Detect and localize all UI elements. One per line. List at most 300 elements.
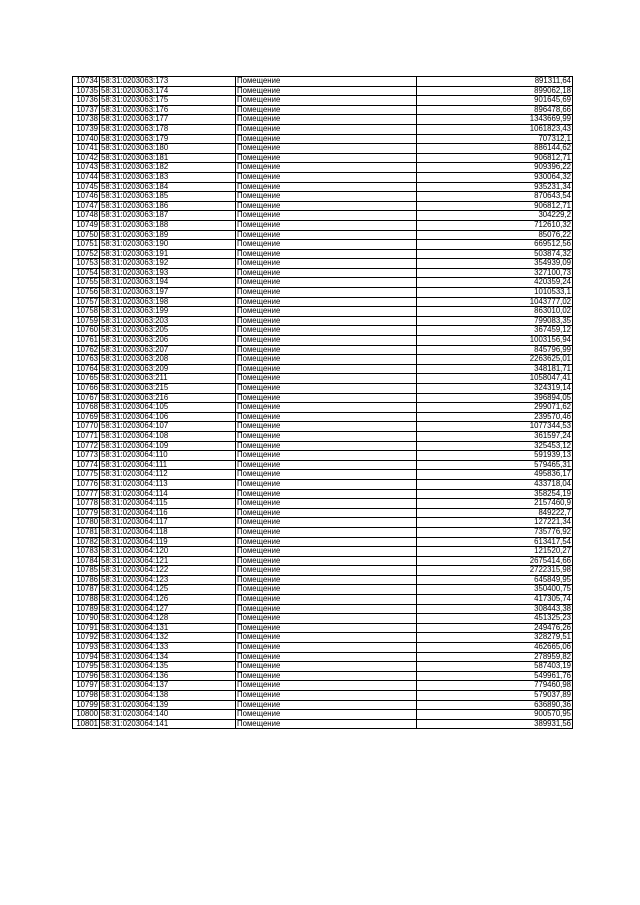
cadastral-number-cell: 58:31:0203064:135 [100, 662, 236, 672]
cadastral-number-cell: 58:31:0203063:205 [100, 326, 236, 336]
cadastral-value-cell: 900570,95 [417, 710, 573, 720]
object-type-cell: Помещение [236, 115, 417, 125]
cadastral-value-cell: 462665,06 [417, 643, 573, 653]
table-row [73, 345, 573, 355]
cadastral-value-cell: 899062,18 [417, 86, 573, 96]
object-type-cell: Помещение [236, 297, 417, 307]
object-type-cell: Помещение [236, 566, 417, 576]
table-row [73, 201, 573, 211]
cadastral-value-cell: 328279,51 [417, 633, 573, 643]
row-number-cell: 10772 [73, 441, 100, 451]
cadastral-number-cell: 58:31:0203063:186 [100, 201, 236, 211]
row-number-cell: 10762 [73, 345, 100, 355]
cadastral-value-cell: 1343669,99 [417, 115, 573, 125]
cadastral-number-cell: 58:31:0203064:109 [100, 441, 236, 451]
row-number-cell: 10799 [73, 700, 100, 710]
table-row [73, 499, 573, 509]
table-row [73, 643, 573, 653]
cadastral-value-cell: 451325,23 [417, 614, 573, 624]
cadastral-value-cell: 350400,75 [417, 585, 573, 595]
table-row [73, 134, 573, 144]
cadastral-number-cell: 58:31:0203064:123 [100, 575, 236, 585]
row-number-cell: 10784 [73, 556, 100, 566]
cadastral-value-cell: 909396,22 [417, 163, 573, 173]
table-row [73, 412, 573, 422]
table-row [73, 556, 573, 566]
row-number-cell: 10790 [73, 614, 100, 624]
cadastral-value-cell: 361597,24 [417, 431, 573, 441]
cadastral-number-cell: 58:31:0203064:136 [100, 671, 236, 681]
cadastral-number-cell: 58:31:0203064:114 [100, 489, 236, 499]
cadastral-value-cell: 85076,22 [417, 230, 573, 240]
table-row [73, 662, 573, 672]
cadastral-number-cell: 58:31:0203064:128 [100, 614, 236, 624]
cadastral-value-cell: 591939,13 [417, 451, 573, 461]
table-row [73, 479, 573, 489]
table-row [73, 508, 573, 518]
object-type-cell: Помещение [236, 105, 417, 115]
row-number-cell: 10745 [73, 182, 100, 192]
table-row [73, 681, 573, 691]
table-row [73, 163, 573, 173]
row-number-cell: 10757 [73, 297, 100, 307]
object-type-cell: Помещение [236, 124, 417, 134]
table-row [73, 220, 573, 230]
object-type-cell: Помещение [236, 585, 417, 595]
cadastral-value-cell: 1058047,41 [417, 374, 573, 384]
row-number-cell: 10781 [73, 527, 100, 537]
row-number-cell: 10782 [73, 537, 100, 547]
row-number-cell: 10746 [73, 192, 100, 202]
row-number-cell: 10785 [73, 566, 100, 576]
row-number-cell: 10788 [73, 595, 100, 605]
cadastral-number-cell: 58:31:0203063:199 [100, 307, 236, 317]
object-type-cell: Помещение [236, 355, 417, 365]
row-number-cell: 10791 [73, 623, 100, 633]
cadastral-value-cell: 433718,04 [417, 479, 573, 489]
object-type-cell: Помещение [236, 172, 417, 182]
table-row [73, 384, 573, 394]
row-number-cell: 10748 [73, 211, 100, 221]
table-row [73, 307, 573, 317]
cadastral-value-cell: 549961,76 [417, 671, 573, 681]
cadastral-value-cell: 2675414,66 [417, 556, 573, 566]
cadastral-number-cell: 58:31:0203063:177 [100, 115, 236, 125]
row-number-cell: 10747 [73, 201, 100, 211]
cadastral-number-cell: 58:31:0203063:203 [100, 316, 236, 326]
object-type-cell: Помещение [236, 134, 417, 144]
object-type-cell: Помещение [236, 345, 417, 355]
object-type-cell: Помещение [236, 691, 417, 701]
cadastral-number-cell: 58:31:0203063:184 [100, 182, 236, 192]
object-type-cell: Помещение [236, 470, 417, 480]
cadastral-number-cell: 58:31:0203064:107 [100, 422, 236, 432]
cadastral-number-cell: 58:31:0203063:182 [100, 163, 236, 173]
object-type-cell: Помещение [236, 489, 417, 499]
row-number-cell: 10789 [73, 604, 100, 614]
row-number-cell: 10800 [73, 710, 100, 720]
cadastral-value-cell: 669512,56 [417, 240, 573, 250]
row-number-cell: 10767 [73, 393, 100, 403]
row-number-cell: 10755 [73, 278, 100, 288]
object-type-cell: Помещение [236, 153, 417, 163]
cadastral-number-cell: 58:31:0203063:209 [100, 364, 236, 374]
cadastral-number-cell: 58:31:0203064:113 [100, 479, 236, 489]
object-type-cell: Помещение [236, 268, 417, 278]
table-row [73, 268, 573, 278]
cadastral-value-cell: 870643,54 [417, 192, 573, 202]
row-number-cell: 10754 [73, 268, 100, 278]
cadastral-number-cell: 58:31:0203063:188 [100, 220, 236, 230]
cadastral-number-cell: 58:31:0203064:121 [100, 556, 236, 566]
table-row [73, 595, 573, 605]
object-type-cell: Помещение [236, 595, 417, 605]
cadastral-number-cell: 58:31:0203064:134 [100, 652, 236, 662]
row-number-cell: 10792 [73, 633, 100, 643]
object-type-cell: Помещение [236, 364, 417, 374]
row-number-cell: 10787 [73, 585, 100, 595]
object-type-cell: Помещение [236, 460, 417, 470]
table-row [73, 527, 573, 537]
cadastral-number-cell: 58:31:0203063:178 [100, 124, 236, 134]
row-number-cell: 10783 [73, 547, 100, 557]
row-number-cell: 10737 [73, 105, 100, 115]
table-row [73, 633, 573, 643]
object-type-cell: Помещение [236, 662, 417, 672]
table-row [73, 575, 573, 585]
table-row [73, 259, 573, 269]
object-type-cell: Помещение [236, 144, 417, 154]
object-type-cell: Помещение [236, 623, 417, 633]
object-type-cell: Помещение [236, 537, 417, 547]
cadastral-value-cell: 587403,19 [417, 662, 573, 672]
row-number-cell: 10738 [73, 115, 100, 125]
cadastral-number-cell: 58:31:0203063:192 [100, 259, 236, 269]
cadastral-number-cell: 58:31:0203064:119 [100, 537, 236, 547]
table-row [73, 96, 573, 106]
table-row [73, 470, 573, 480]
table-row [73, 316, 573, 326]
cadastral-value-cell: 845796,99 [417, 345, 573, 355]
cadastral-number-cell: 58:31:0203064:118 [100, 527, 236, 537]
cadastral-value-cell: 896478,66 [417, 105, 573, 115]
cadastral-number-cell: 58:31:0203063:197 [100, 288, 236, 298]
object-type-cell: Помещение [236, 633, 417, 643]
row-number-cell: 10797 [73, 681, 100, 691]
table-row [73, 623, 573, 633]
table-row [73, 288, 573, 298]
cadastral-number-cell: 58:31:0203063:198 [100, 297, 236, 307]
table-row [73, 403, 573, 413]
cadastral-number-cell: 58:31:0203064:141 [100, 719, 236, 729]
cadastral-number-cell: 58:31:0203064:139 [100, 700, 236, 710]
row-number-cell: 10771 [73, 431, 100, 441]
row-number-cell: 10765 [73, 374, 100, 384]
cadastral-value-cell: 906812,71 [417, 201, 573, 211]
cadastral-value-cell: 863010,02 [417, 307, 573, 317]
object-type-cell: Помещение [236, 671, 417, 681]
object-type-cell: Помещение [236, 374, 417, 384]
table-row [73, 326, 573, 336]
cadastral-value-cell: 324319,14 [417, 384, 573, 394]
table-row [73, 710, 573, 720]
object-type-cell: Помещение [236, 259, 417, 269]
cadastral-number-cell: 58:31:0203063:181 [100, 153, 236, 163]
cadastral-number-cell: 58:31:0203063:194 [100, 278, 236, 288]
cadastral-value-cell: 420359,24 [417, 278, 573, 288]
table-row [73, 336, 573, 346]
cadastral-number-cell: 58:31:0203064:133 [100, 643, 236, 653]
object-type-cell: Помещение [236, 652, 417, 662]
table-row [73, 211, 573, 221]
object-type-cell: Помещение [236, 710, 417, 720]
cadastral-value-cell: 127221,34 [417, 518, 573, 528]
table-row [73, 115, 573, 125]
object-type-cell: Помещение [236, 163, 417, 173]
object-type-cell: Помещение [236, 527, 417, 537]
object-type-cell: Помещение [236, 201, 417, 211]
object-type-cell: Помещение [236, 479, 417, 489]
table-row [73, 700, 573, 710]
row-number-cell: 10758 [73, 307, 100, 317]
cadastral-number-cell: 58:31:0203064:126 [100, 595, 236, 605]
cadastral-value-cell: 1061823,43 [417, 124, 573, 134]
cadastral-value-cell: 2722315,98 [417, 566, 573, 576]
row-number-cell: 10760 [73, 326, 100, 336]
row-number-cell: 10753 [73, 259, 100, 269]
cadastral-number-cell: 58:31:0203064:117 [100, 518, 236, 528]
table-row [73, 86, 573, 96]
object-type-cell: Помещение [236, 556, 417, 566]
cadastral-value-cell: 327100,73 [417, 268, 573, 278]
row-number-cell: 10764 [73, 364, 100, 374]
table-row [73, 719, 573, 729]
row-number-cell: 10744 [73, 172, 100, 182]
cadastral-number-cell: 58:31:0203064:137 [100, 681, 236, 691]
table-row [73, 422, 573, 432]
cadastral-value-cell: 735776,92 [417, 527, 573, 537]
cadastral-value-cell: 1010533,1 [417, 288, 573, 298]
row-number-cell: 10768 [73, 403, 100, 413]
object-type-cell: Помещение [236, 182, 417, 192]
cadastral-number-cell: 58:31:0203063:215 [100, 384, 236, 394]
object-type-cell: Помещение [236, 211, 417, 221]
cadastral-number-cell: 58:31:0203063:176 [100, 105, 236, 115]
table-row [73, 105, 573, 115]
table-row [73, 364, 573, 374]
cadastral-number-cell: 58:31:0203064:125 [100, 585, 236, 595]
row-number-cell: 10756 [73, 288, 100, 298]
object-type-cell: Помещение [236, 547, 417, 557]
cadastral-value-cell: 849222,7 [417, 508, 573, 518]
table-row [73, 585, 573, 595]
row-number-cell: 10763 [73, 355, 100, 365]
table-row [73, 566, 573, 576]
row-number-cell: 10750 [73, 230, 100, 240]
row-number-cell: 10752 [73, 249, 100, 259]
cadastral-value-cell: 121520,27 [417, 547, 573, 557]
row-number-cell: 10774 [73, 460, 100, 470]
table-row [73, 355, 573, 365]
object-type-cell: Помещение [236, 288, 417, 298]
table-row [73, 451, 573, 461]
object-type-cell: Помещение [236, 508, 417, 518]
cadastral-value-cell: 935231,34 [417, 182, 573, 192]
cadastral-value-cell: 636890,36 [417, 700, 573, 710]
row-number-cell: 10734 [73, 77, 100, 87]
object-type-cell: Помещение [236, 249, 417, 259]
cadastral-number-cell: 58:31:0203063:211 [100, 374, 236, 384]
object-type-cell: Помещение [236, 643, 417, 653]
cadastral-value-cell: 239570,46 [417, 412, 573, 422]
row-number-cell: 10773 [73, 451, 100, 461]
cadastral-number-cell: 58:31:0203063:183 [100, 172, 236, 182]
cadastral-number-cell: 58:31:0203063:175 [100, 96, 236, 106]
table-row [73, 652, 573, 662]
cadastral-number-cell: 58:31:0203063:174 [100, 86, 236, 96]
object-type-cell: Помещение [236, 700, 417, 710]
table-row [73, 547, 573, 557]
object-type-cell: Помещение [236, 431, 417, 441]
cadastral-value-cell: 891311,64 [417, 77, 573, 87]
row-number-cell: 10759 [73, 316, 100, 326]
cadastral-number-cell: 58:31:0203063:206 [100, 336, 236, 346]
cadastral-value-cell: 645849,95 [417, 575, 573, 585]
cadastral-value-cell: 779460,98 [417, 681, 573, 691]
cadastral-number-cell: 58:31:0203064:131 [100, 623, 236, 633]
object-type-cell: Помещение [236, 441, 417, 451]
row-number-cell: 10793 [73, 643, 100, 653]
cadastral-value-cell: 712610,32 [417, 220, 573, 230]
row-number-cell: 10779 [73, 508, 100, 518]
table-row [73, 153, 573, 163]
object-type-cell: Помещение [236, 326, 417, 336]
cadastral-number-cell: 58:31:0203063:180 [100, 144, 236, 154]
object-type-cell: Помещение [236, 412, 417, 422]
row-number-cell: 10780 [73, 518, 100, 528]
row-number-cell: 10777 [73, 489, 100, 499]
object-type-cell: Помещение [236, 451, 417, 461]
object-type-cell: Помещение [236, 336, 417, 346]
row-number-cell: 10741 [73, 144, 100, 154]
object-type-cell: Помещение [236, 403, 417, 413]
cadastral-number-cell: 58:31:0203063:193 [100, 268, 236, 278]
cadastral-value-cell: 2157460,9 [417, 499, 573, 509]
cadastral-number-cell: 58:31:0203063:207 [100, 345, 236, 355]
object-type-cell: Помещение [236, 77, 417, 87]
row-number-cell: 10742 [73, 153, 100, 163]
table-row [73, 278, 573, 288]
object-type-cell: Помещение [236, 614, 417, 624]
cadastral-number-cell: 58:31:0203064:111 [100, 460, 236, 470]
cadastral-number-cell: 58:31:0203063:179 [100, 134, 236, 144]
row-number-cell: 10740 [73, 134, 100, 144]
cadastral-number-cell: 58:31:0203064:108 [100, 431, 236, 441]
table-row [73, 604, 573, 614]
table-row [73, 460, 573, 470]
cadastral-value-cell: 389931,56 [417, 719, 573, 729]
table-row [73, 374, 573, 384]
table-row [73, 431, 573, 441]
cadastral-number-cell: 58:31:0203064:115 [100, 499, 236, 509]
cadastral-number-cell: 58:31:0203064:112 [100, 470, 236, 480]
table-row [73, 144, 573, 154]
cadastral-number-cell: 58:31:0203064:127 [100, 604, 236, 614]
row-number-cell: 10751 [73, 240, 100, 250]
row-number-cell: 10743 [73, 163, 100, 173]
object-type-cell: Помещение [236, 230, 417, 240]
cadastral-number-cell: 58:31:0203063:208 [100, 355, 236, 365]
cadastral-number-cell: 58:31:0203064:122 [100, 566, 236, 576]
object-type-cell: Помещение [236, 96, 417, 106]
object-type-cell: Помещение [236, 316, 417, 326]
cadastral-value-cell: 348181,71 [417, 364, 573, 374]
row-number-cell: 10735 [73, 86, 100, 96]
cadastral-number-cell: 58:31:0203064:138 [100, 691, 236, 701]
object-type-cell: Помещение [236, 422, 417, 432]
object-type-cell: Помещение [236, 278, 417, 288]
cadastral-value-cell: 2263625,01 [417, 355, 573, 365]
table-row [73, 249, 573, 259]
cadastral-value-cell: 1077344,53 [417, 422, 573, 432]
table-row [73, 124, 573, 134]
row-number-cell: 10761 [73, 336, 100, 346]
cadastral-value-cell: 1043777,02 [417, 297, 573, 307]
cadastral-number-cell: 58:31:0203064:140 [100, 710, 236, 720]
object-type-cell: Помещение [236, 681, 417, 691]
object-type-cell: Помещение [236, 575, 417, 585]
table-row [73, 230, 573, 240]
cadastral-value-cell: 799083,35 [417, 316, 573, 326]
row-number-cell: 10796 [73, 671, 100, 681]
cadastral-number-cell: 58:31:0203064:132 [100, 633, 236, 643]
row-number-cell: 10766 [73, 384, 100, 394]
object-type-cell: Помещение [236, 220, 417, 230]
cadastral-number-cell: 58:31:0203064:106 [100, 412, 236, 422]
row-number-cell: 10769 [73, 412, 100, 422]
cadastral-value-cell: 1003156,94 [417, 336, 573, 346]
cadastral-value-cell: 930064,32 [417, 172, 573, 182]
cadastral-number-cell: 58:31:0203064:120 [100, 547, 236, 557]
object-type-cell: Помещение [236, 307, 417, 317]
table-row [73, 240, 573, 250]
object-type-cell: Помещение [236, 393, 417, 403]
row-number-cell: 10801 [73, 719, 100, 729]
property-table-body [73, 77, 573, 729]
cadastral-value-cell: 495836,17 [417, 470, 573, 480]
object-type-cell: Помещение [236, 604, 417, 614]
object-type-cell: Помещение [236, 240, 417, 250]
cadastral-value-cell: 299071,62 [417, 403, 573, 413]
table-row [73, 671, 573, 681]
row-number-cell: 10770 [73, 422, 100, 432]
cadastral-value-cell: 906812,71 [417, 153, 573, 163]
table-row [73, 691, 573, 701]
table-row [73, 614, 573, 624]
property-table [72, 76, 573, 729]
cadastral-value-cell: 886144,62 [417, 144, 573, 154]
cadastral-number-cell: 58:31:0203063:173 [100, 77, 236, 87]
table-row [73, 393, 573, 403]
row-number-cell: 10778 [73, 499, 100, 509]
cadastral-value-cell: 304229,2 [417, 211, 573, 221]
cadastral-value-cell: 417305,74 [417, 595, 573, 605]
cadastral-value-cell: 503874,32 [417, 249, 573, 259]
cadastral-value-cell: 579465,31 [417, 460, 573, 470]
row-number-cell: 10786 [73, 575, 100, 585]
table-row [73, 297, 573, 307]
cadastral-number-cell: 58:31:0203063:189 [100, 230, 236, 240]
